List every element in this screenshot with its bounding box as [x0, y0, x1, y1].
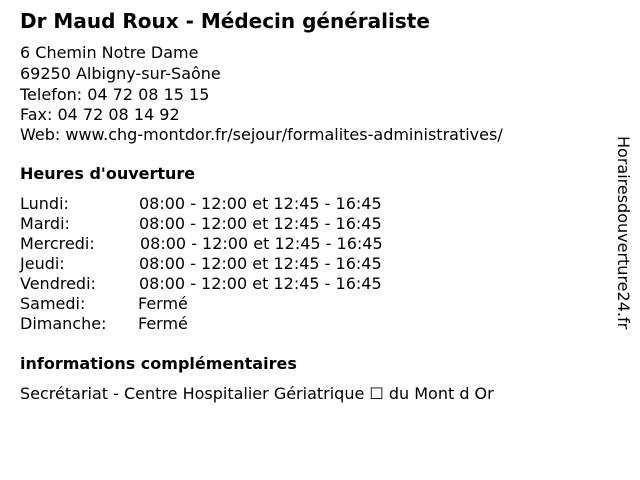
site-watermark: Horairesdouverture24.fr	[614, 136, 633, 330]
hours-time: Fermé	[138, 314, 188, 333]
hours-time: 08:00 - 12:00 et 12:45 - 16:45	[140, 234, 383, 253]
hours-time: Fermé	[138, 294, 188, 313]
info-heading: informations complémentaires	[20, 354, 297, 373]
info-text: Secrétariat - Centre Hospitalier Gériatrique ☐ du Mont d Or	[20, 384, 494, 403]
hours-day: Dimanche:	[20, 314, 107, 333]
hours-time: 08:00 - 12:00 et 12:45 - 16:45	[139, 254, 382, 273]
hours-time: 08:00 - 12:00 et 12:45 - 16:45	[139, 194, 382, 213]
hours-day: Lundi:	[20, 194, 69, 213]
hours-day: Mardi:	[20, 214, 70, 233]
hours-day: Vendredi:	[20, 274, 96, 293]
hours-time: 08:00 - 12:00 et 12:45 - 16:45	[139, 214, 382, 233]
web-line: Web: www.chg-montdor.fr/sejour/formalites-administratives/	[20, 125, 503, 144]
fax-line: Fax: 04 72 08 14 92	[20, 105, 180, 124]
page-title: Dr Maud Roux - Médecin généraliste	[20, 9, 430, 33]
phone-line: Telefon: 04 72 08 15 15	[20, 85, 210, 104]
hours-time: 08:00 - 12:00 et 12:45 - 16:45	[139, 274, 382, 293]
address-street: 6 Chemin Notre Dame	[20, 43, 199, 62]
hours-day: Mercredi:	[20, 234, 95, 253]
hours-day: Samedi:	[20, 294, 86, 313]
hours-heading: Heures d'ouverture	[20, 164, 196, 183]
address-city: 69250 Albigny-sur-Saône	[20, 64, 221, 83]
hours-day: Jeudi:	[20, 254, 65, 273]
